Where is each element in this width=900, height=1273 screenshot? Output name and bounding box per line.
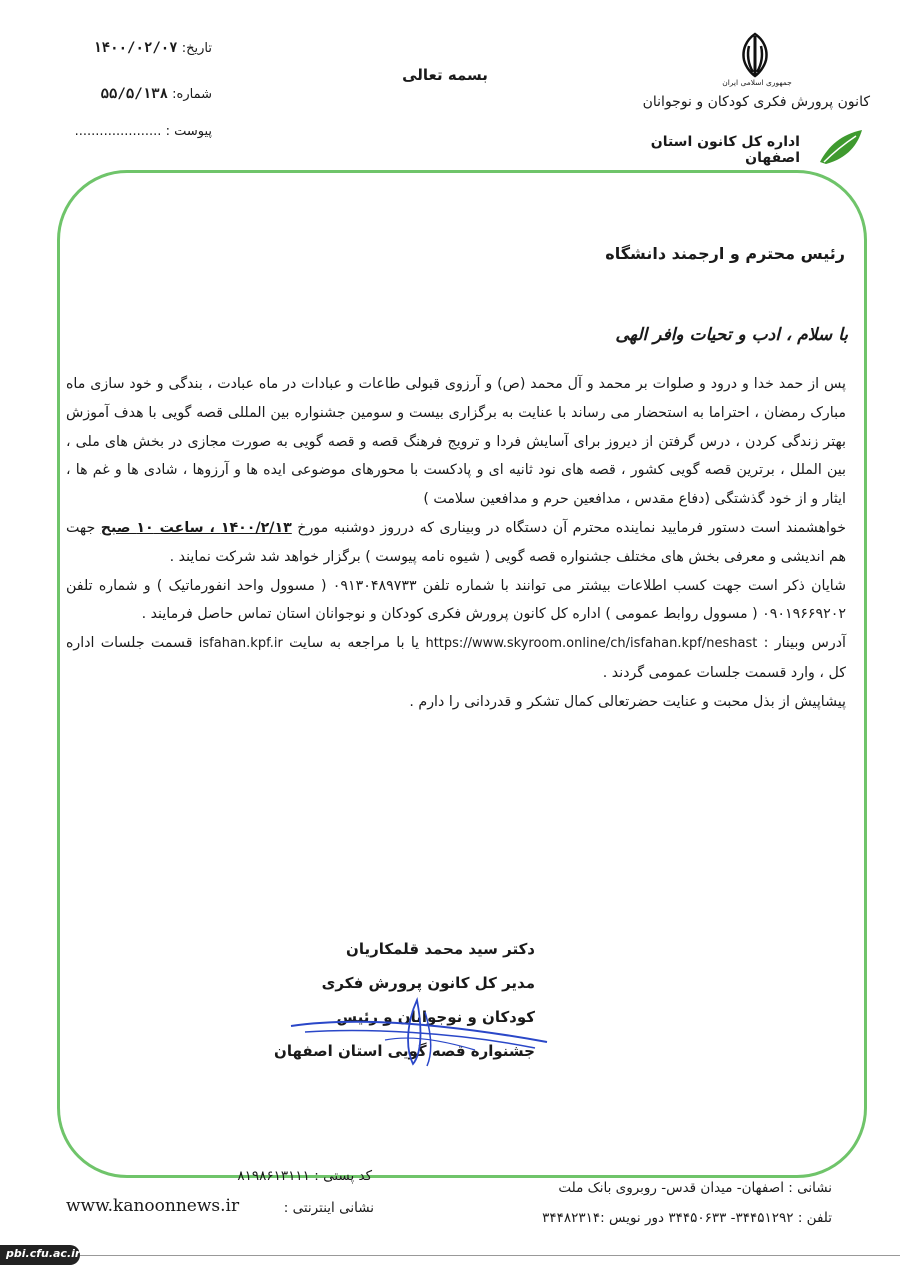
site-link[interactable]: isfahan.kpf.ir <box>198 636 283 652</box>
source-tag: pbi.cfu.ac.ir <box>6 1247 81 1260</box>
signer-title-2: کودکان و نوجوانان و رئیس <box>336 1008 535 1026</box>
signer-title-1: مدیر کل کانون پرورش فکری <box>321 974 535 992</box>
date-line <box>62 40 212 56</box>
attachment-label: پیوست : <box>165 124 212 139</box>
addressee: رئیس محترم و ارجمند دانشگاه <box>605 244 845 263</box>
number-line <box>62 86 212 102</box>
emblem-caption: جمهوری اسلامی ایران <box>722 78 792 87</box>
number-value: ۵۵/۵/۱۳۸ <box>100 86 169 102</box>
handwritten-signature <box>274 992 565 1072</box>
number-label: شماره: <box>172 87 212 102</box>
footer-address: نشانی : اصفهان- میدان قدس- روبروی بانک ملت <box>558 1180 832 1196</box>
paragraph-intro: پس از حمد خدا و درود و صلوات بر محمد و آل محمد (ص) و آرزوی قبولی طاعات و عبادات در ماه عبادت ، بندگی و خود سازی ماه مبارک رمضان ، احتراما به استحضار می رساند با عنایت به برگزاری بیست و سومین جشنواره بین المللی قصه گویی با هدف آموزش بهتر زندگی کردن ، درس گرفتن از دیروز برای آسایش فردا و ترویج فرهنگ قصه و قصه گویی به صورت مجازی در بخش های ملی ، بین الملل ، برترین قصه گویی کشور ، قصه های نود ثانیه ای و پادکست با محورهای موضوعی ایده ها و آرزوها ، شادی ها و غم ها ، ایثار و از خود گذشتگی (دفاع مقدس ، مدافعین حرم و مدافعین سلامت ) <box>66 376 846 508</box>
paragraph-contact: شایان ذکر است جهت کسب اطلاعات بیشتر می توانند با شماره تلفن ۰۹۱۳۰۴۸۹۷۳۳ ( مسوول واحد انفورماتیک ) و شماره تلفن ۰۹۰۱۹۶۶۹۲۰۲ ( مسوول روابط عمومی ) اداره کل کانون پرورش فکری کودکان و نوجوانان استان تماس حاصل فرمایند . <box>66 577 846 623</box>
paragraph-closing: پیشاپیش از بذل محبت و عنایت حضرتعالی کمال تشکر و قدردانی را دارم . <box>409 693 846 710</box>
kanoon-leaf-logo-icon <box>818 128 864 166</box>
iran-emblem-icon <box>732 30 778 80</box>
footer-web-label: نشانی اینترنتی : <box>283 1200 374 1216</box>
footer-website[interactable]: www.kanoonnews.ir <box>66 1196 240 1216</box>
letter-body <box>66 370 846 717</box>
office-name: اداره کل کانون استان اصفهان <box>650 134 800 166</box>
attachment-line <box>62 124 212 139</box>
webinar-link[interactable]: https://www.skyroom.online/ch/isfahan.kpf/neshast <box>425 636 758 652</box>
organization-name: کانون پرورش فکری کودکان و نوجوانان <box>642 94 870 110</box>
basmala-heading: بسمه تعالی <box>402 66 488 84</box>
request-text-b: جهت هم اندیشی و معرفی بخش های مختلف جشنواره قصه گویی ( شیوه نامه پیوست ) برگزار خواهد شد شرکت نمایند . <box>66 519 846 565</box>
footer-phone: تلفن : ۳۴۴۵۱۲۹۲- ۳۴۴۵۰۶۳۳ دور نویس :۳۴۴۸۲۳۱۴ <box>542 1210 832 1226</box>
paragraph-request <box>66 514 846 572</box>
webinar-text-c: قسمت جلسات اداره کل ، وارد قسمت جلسات عمومی گردند . <box>66 635 846 681</box>
attachment-value: ..................... <box>74 124 162 139</box>
date-label: تاریخ: <box>181 41 212 56</box>
webinar-date: ۱۴۰۰/۲/۱۳ ، ساعت ۱۰ صبح <box>100 519 292 536</box>
date-value: ۱۴۰۰/۰۲/۰۷ <box>93 40 178 56</box>
footer-postal-code: کد پستی : ۸۱۹۸۶۱۳۱۱۱ <box>237 1168 372 1184</box>
greeting: با سلام ، ادب و تحیات وافر الهی <box>615 325 848 345</box>
signer-title-3: جشنواره قصه گویی استان اصفهان <box>274 1042 535 1060</box>
webinar-address-label: آدرس وبینار : <box>763 635 846 652</box>
signer-name: دکتر سید محمد قلمکاریان <box>346 940 535 958</box>
paragraph-webinar-address <box>66 629 846 688</box>
webinar-text-b: یا با مراجعه به سایت <box>289 635 420 652</box>
bottom-divider <box>80 1255 900 1256</box>
request-text-a: خواهشمند است دستور فرمایید نماینده محترم آن دستگاه در وبیناری که درروز دوشنبه مورخ <box>297 519 846 536</box>
